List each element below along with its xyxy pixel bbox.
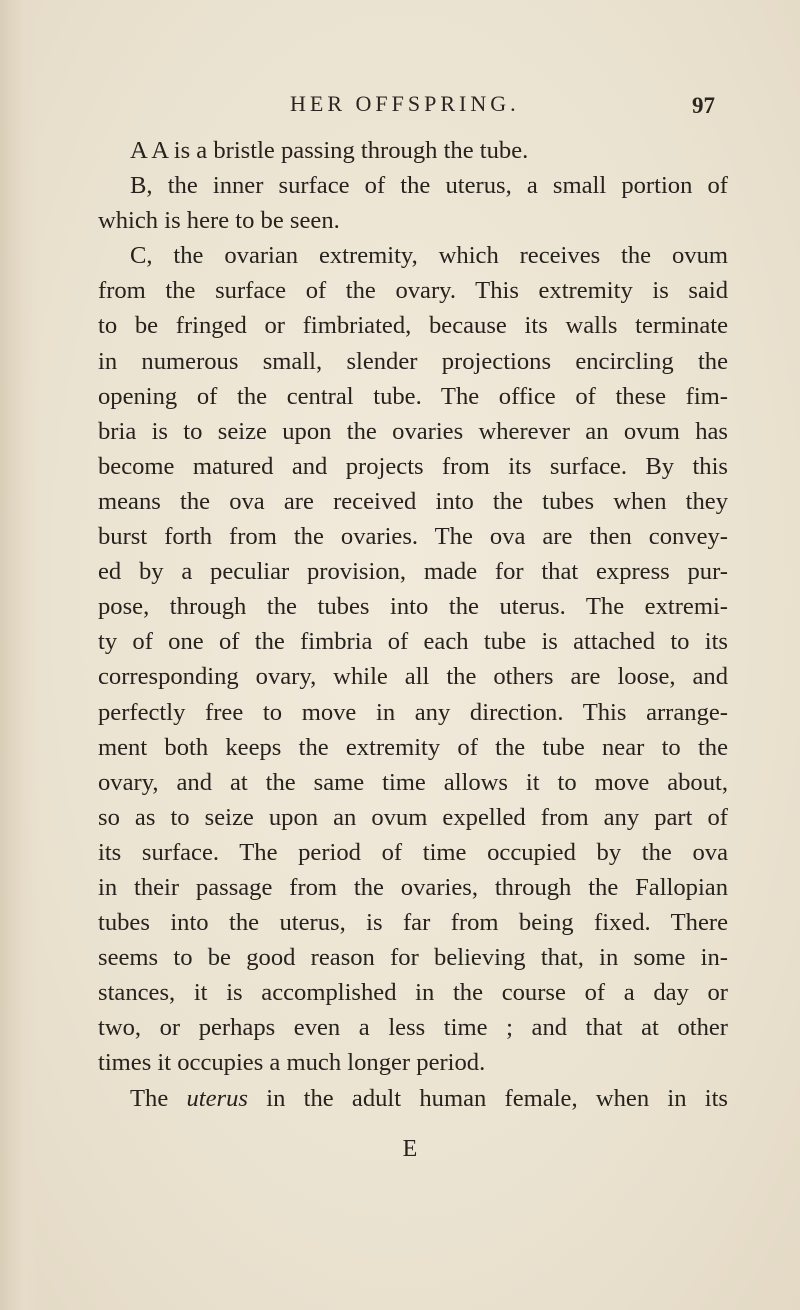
running-title: HER OFFSPRING. bbox=[290, 91, 520, 116]
text-line: in their passage from the ovaries, through the Fallopian bbox=[98, 873, 728, 901]
text-line: ty of one of the fimbria of each tube is attached to its bbox=[98, 628, 728, 656]
final-line-end: in the adult human female, when in its bbox=[247, 1084, 728, 1112]
text-line: C, the ovarian extremity, which receives the ovum bbox=[130, 242, 728, 270]
text-line: pose, through the tubes into the uterus. The extremi- bbox=[98, 593, 728, 621]
body-text bbox=[98, 133, 728, 1116]
text-line: to be fringed or fimbriated, because its walls terminate bbox=[98, 312, 728, 340]
page-number: 97 bbox=[692, 93, 715, 118]
text-line: opening of the central tube. The office of these fim- bbox=[98, 382, 728, 410]
text-line: bria is to seize upon the ovaries wherever an ovum has bbox=[98, 417, 728, 445]
text-line: ovary, and at the same time allows it to move about, bbox=[98, 768, 728, 796]
text-line: its surface. The period of time occupied by the ova bbox=[98, 838, 728, 866]
text-line: two, or perhaps even a less time ; and that at other bbox=[98, 1014, 728, 1042]
final-line-start: The bbox=[130, 1084, 187, 1112]
text-line: B, the inner surface of the uterus, a small portion of bbox=[130, 172, 728, 200]
text-line: seems to be good reason for believing that, in some in- bbox=[98, 944, 728, 972]
text-line: perfectly free to move in any direction. This arrange- bbox=[98, 698, 728, 726]
text-line: from the surface of the ovary. This extremity is said bbox=[98, 277, 728, 305]
running-header bbox=[0, 91, 800, 127]
page-gutter-shadow bbox=[0, 0, 40, 1310]
text-line: which is here to be seen. bbox=[98, 207, 340, 235]
text-line: times it occupies a much longer period. bbox=[98, 1049, 486, 1077]
text-line: means the ova are received into the tubes when they bbox=[98, 487, 728, 515]
text-line: ment both keeps the extremity of the tube near to the bbox=[98, 733, 728, 761]
signature-mark: E bbox=[402, 1136, 418, 1162]
text-line: so as to seize upon an ovum expelled from any part of bbox=[98, 803, 728, 831]
text-line: become matured and projects from its surface. By this bbox=[98, 452, 728, 480]
text-line: stances, it is accomplished in the course of a day or bbox=[98, 979, 728, 1007]
text-line: corresponding ovary, while all the others are loose, and bbox=[98, 663, 728, 691]
text-line-final bbox=[98, 1081, 728, 1116]
text-line: ed by a peculiar provision, made for that express pur- bbox=[98, 558, 728, 586]
text-line: burst forth from the ovaries. The ova are then convey- bbox=[98, 523, 728, 551]
text-line: tubes into the uterus, is far from being fixed. There bbox=[98, 909, 728, 937]
text-line: in numerous small, slender projections encircling the bbox=[98, 347, 728, 375]
text-line: A A is a bristle passing through the tube. bbox=[130, 137, 529, 164]
italic-term-uterus: uterus bbox=[186, 1084, 248, 1112]
